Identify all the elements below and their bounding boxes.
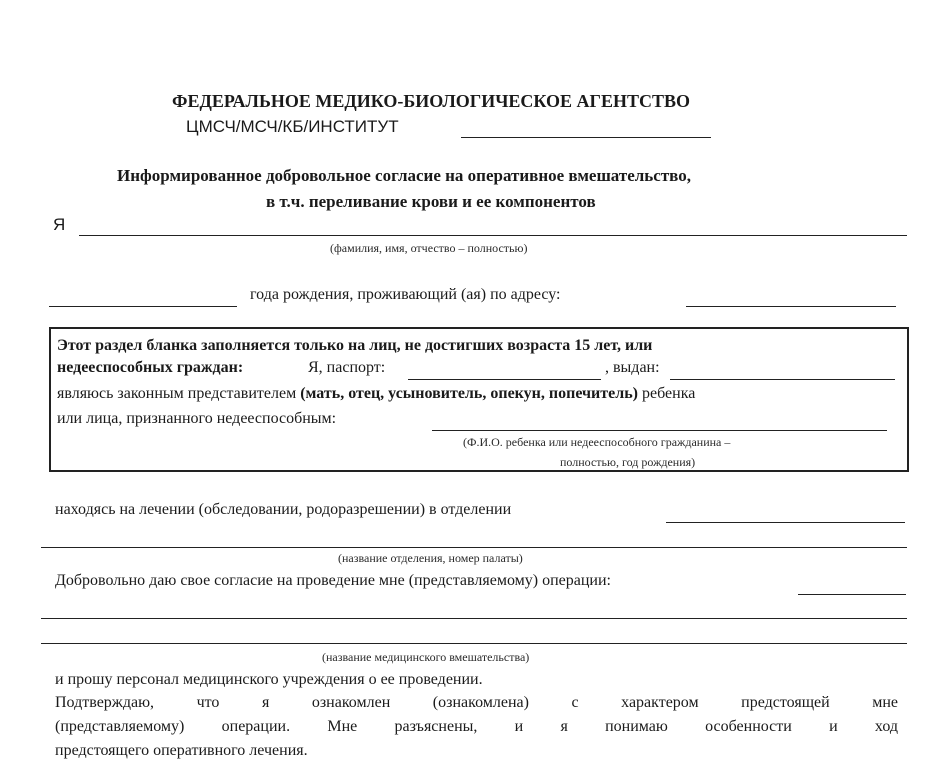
- representative-line: [57, 385, 695, 403]
- representative-prefix: являюсь законным представителем: [57, 385, 297, 402]
- request-text: и прошу персонал медицинского учреждения о ее проведении.: [55, 671, 483, 688]
- guardian-heading-line2: недееспособных граждан:: [57, 359, 244, 376]
- operation-caption: (название медицинского вмешательства): [322, 650, 530, 664]
- department-caption: (название отделения, номер палаты): [338, 551, 523, 565]
- birth-year-field[interactable]: [49, 306, 237, 307]
- passport-label: Я, паспорт:: [308, 359, 386, 376]
- operation-field[interactable]: [798, 594, 906, 595]
- department-field[interactable]: [666, 522, 905, 523]
- passport-field[interactable]: [408, 379, 601, 380]
- institution-label: ЦМСЧ/МСЧ/КБ/ИНСТИТУТ: [186, 117, 399, 136]
- issued-label: , выдан:: [605, 359, 660, 376]
- i-label: Я: [53, 215, 66, 234]
- ward-caption-line2: полностью, год рождения): [560, 455, 696, 469]
- confirm-line3: предстоящего оперативного лечения.: [55, 742, 308, 759]
- operation-field-line3[interactable]: [41, 643, 907, 644]
- patient-name-field[interactable]: [79, 235, 907, 236]
- department-label: находясь на лечении (обследовании, родоразрешении) в отделении: [55, 501, 512, 518]
- confirm-line1: Подтверждаю, что я ознакомлен (ознакомлена) с характером предстоящей мне: [55, 694, 898, 711]
- confirm-line2: (представляемому) операции. Мне разъяснены, и я понимаю особенности и ход: [55, 718, 898, 735]
- consent-label: Добровольно даю свое согласие на проведение мне (представляемому) операции:: [55, 572, 611, 589]
- incapable-label: или лица, признанного недееспособным:: [57, 410, 337, 427]
- patient-name-caption: (фамилия, имя, отчество – полностью): [330, 241, 528, 255]
- guardian-heading-line1: Этот раздел бланка заполняется только на лиц, не достигших возраста 15 лет, или: [57, 337, 653, 354]
- institution-field[interactable]: [461, 137, 711, 138]
- operation-field-line2[interactable]: [41, 618, 907, 619]
- birth-address-label: года рождения, проживающий (ая) по адресу:: [250, 286, 561, 303]
- form-title-line1: Информированное добровольное согласие на оперативное вмешательство,: [117, 166, 691, 185]
- address-field[interactable]: [686, 306, 896, 307]
- representative-suffix: ребенка: [642, 385, 696, 402]
- department-field-line2[interactable]: [41, 547, 907, 548]
- issued-by-field[interactable]: [670, 379, 895, 380]
- agency-title: ФЕДЕРАЛЬНОЕ МЕДИКО-БИОЛОГИЧЕСКОЕ АГЕНТСТВО: [172, 91, 691, 111]
- ward-caption-line1: (Ф.И.О. ребенка или недееспособного гражданина –: [463, 435, 731, 449]
- ward-name-field[interactable]: [432, 430, 887, 431]
- representative-roles: (мать, отец, усыновитель, опекун, попечитель): [300, 385, 638, 402]
- form-title-line2: в т.ч. переливание крови и ее компонентов: [266, 192, 596, 211]
